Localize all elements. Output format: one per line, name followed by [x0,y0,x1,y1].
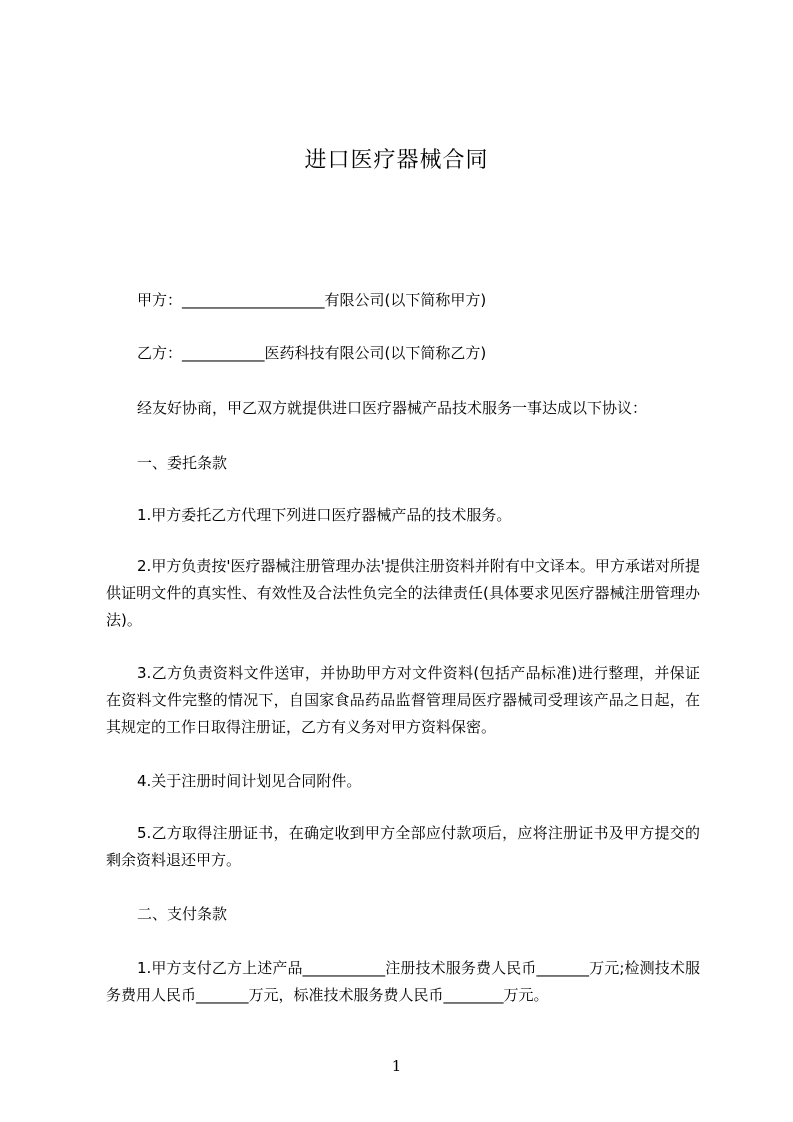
clause-1-4: 4.关于注册时间计划见合同附件。 [137,772,362,790]
party-b-line: 乙方：___________医药科技有限公司(以下简称乙方) [137,344,487,362]
page-number: 1 [391,1057,402,1075]
section-heading-payment: 二、支付条款 [137,905,228,923]
clause-1-2: 2.甲方负责按'医疗器械注册管理办法'提供注册资料并附有中文译本。甲方承诺对所提供证明文件的真实性、有效性及合法性负完全的法律责任(具体要求见医疗器械注册管理办法)。 [106,557,700,629]
clause-1-5: 5.乙方取得注册证书，在确定收到甲方全部应付款项后，应将注册证书及甲方提交的剩余资料退还甲方。 [106,824,700,869]
agreement-intro: 经友好协商，甲乙双方就提供进口医疗器械产品技术服务一事达成以下协议： [137,399,648,417]
party-a-line: 甲方：___________________有限公司(以下简称甲方) [137,291,487,309]
clause-1-1: 1.甲方委托乙方代理下列进口医疗器械产品的技术服务。 [137,506,512,524]
section-heading-entrustment: 一、委托条款 [137,454,228,472]
document-title: 进口医疗器械合同 [304,148,489,173]
clause-1-3: 3.乙方负责资料文件送审，并协助甲方对文件资料(包括产品标准)进行整理，并保证在资料文件完整的情况下，自国家食品药品监督管理局医疗器械司受理该产品之日起，在其规定的工作日取得注册证，乙方有义务对甲方资料保密。 [106,664,700,736]
clause-2-1: 1.甲方支付乙方上述产品___________注册技术服务费人民币_______万元;检测技术服务费用人民币_______万元，标准技术服务费人民币________万元。 [106,959,700,1004]
